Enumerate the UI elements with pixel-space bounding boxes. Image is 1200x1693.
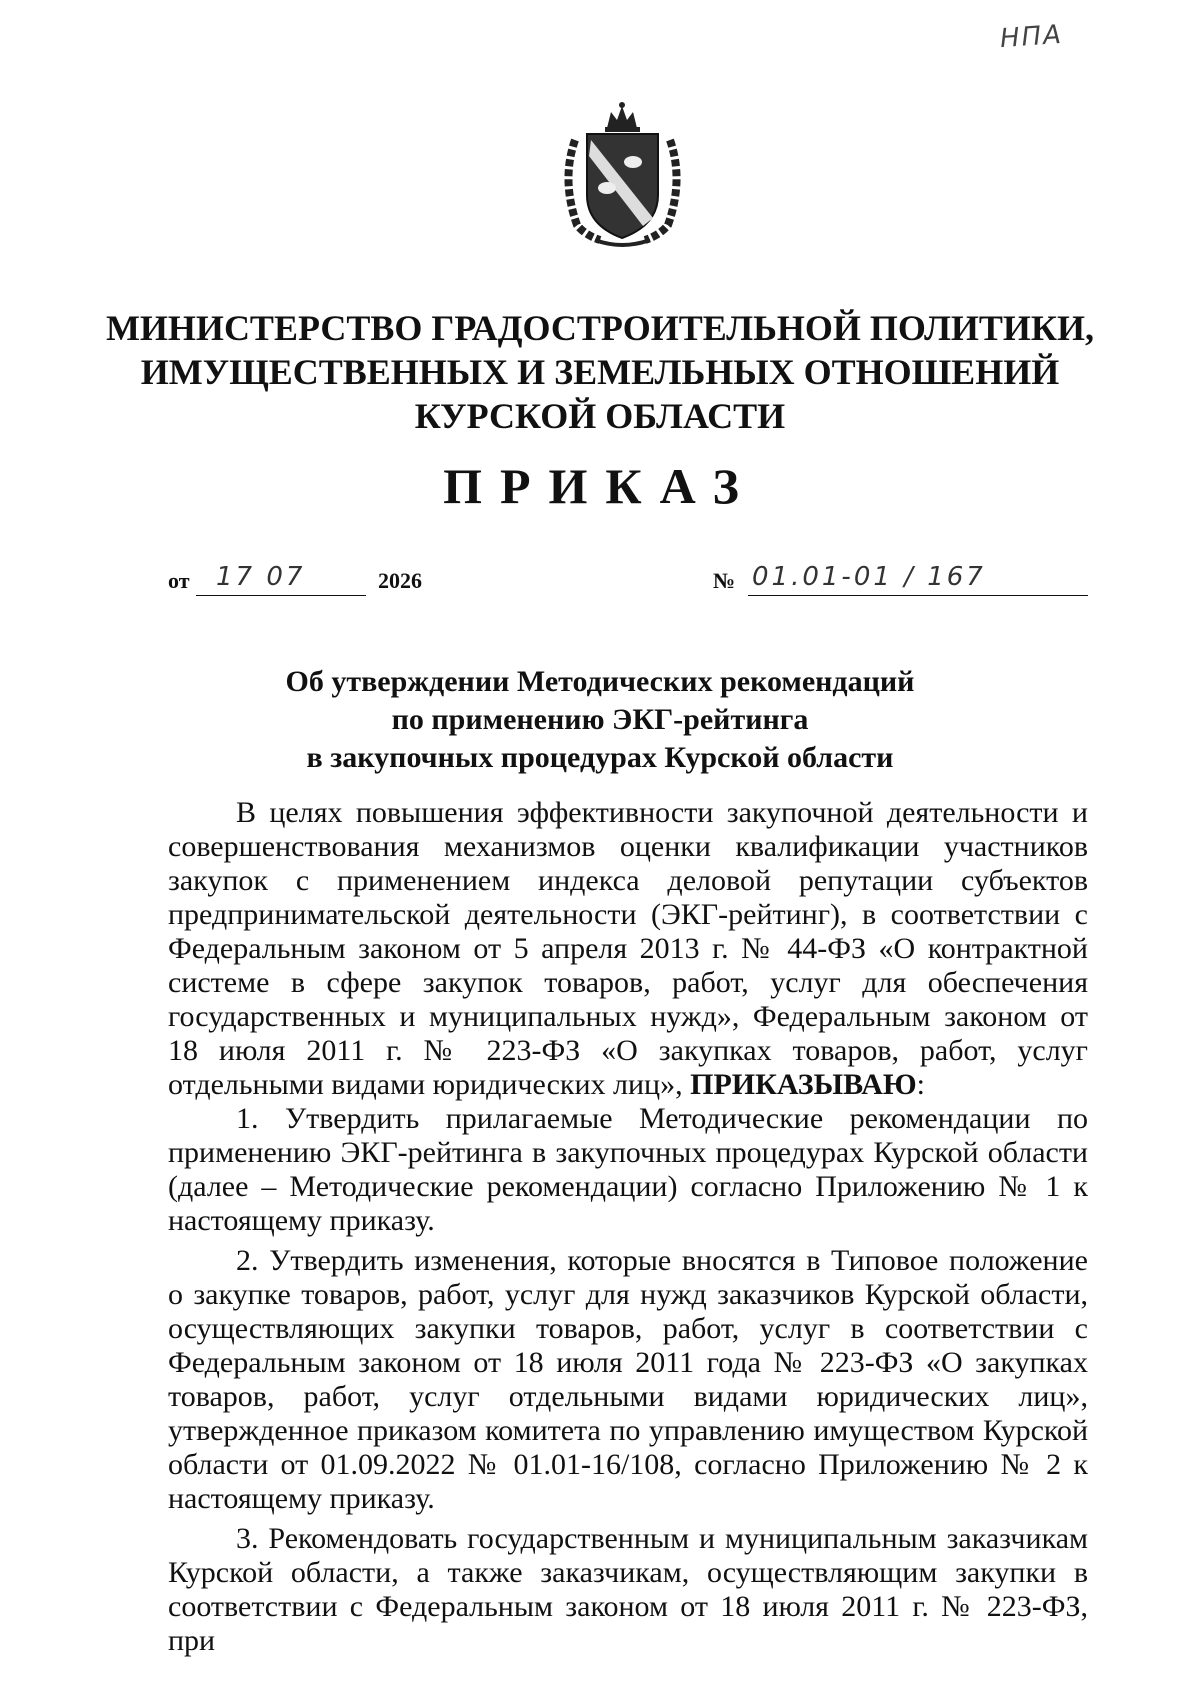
- date-from-label: от: [168, 568, 190, 593]
- ministry-line: КУРСКОЙ ОБЛАСТИ: [414, 396, 786, 436]
- coat-of-arms-icon: [555, 100, 690, 250]
- preamble-text: В целях повышения эффективности закупочной деятельности и совершенствования механизмов оценки квалификации участников закупок с применением индекса деловой репутации субъектов предпринимательской деятельности (ЭКГ-рейтинг), в соответствии с Федеральным законом от 5 апреля 2013 г. № 44-ФЗ «О контрактной системе в сфере закупок товаров, работ, услуг для обеспечения государственных и муниципальных нужд», Федеральным законом от 18 июля 2011 г. № 223-ФЗ «О закупках товаров, работ, услуг отдельными видами юридических лиц»,: [168, 796, 1088, 1101]
- order-item-2: 2. Утвердить изменения, которые вносятся в Типовое положение о закупке товаров, работ, услуг для нужд заказчиков Курской области, осуществляющих закупки товаров, работ, услуг в соответствии с Федеральным законом от 18 июля 2011 года № 223-ФЗ «О закупках товаров, работ, услуг отдельными видами юридических лиц», утвержденное приказом комитета по управлению имуществом Курской области от 01.09.2022 № 01.01-16/108, согласно Приложению № 2 к настоящему приказу.: [168, 1244, 1088, 1515]
- order-item-3: 3. Рекомендовать государственным и муниципальным заказчикам Курской области, а также заказчикам, осуществляющим закупки в соответствии с Федеральным законом от 18 июля 2011 г. № 223-ФЗ, при: [168, 1522, 1088, 1657]
- order-colon: :: [916, 1068, 925, 1101]
- ministry-name: [0, 306, 1200, 438]
- handwritten-date: 17 07: [216, 562, 306, 592]
- subject-line: в закупочных процедурах Курской области: [306, 741, 894, 774]
- handwritten-note: НПА: [999, 19, 1064, 55]
- preamble-paragraph: [168, 796, 1088, 1102]
- number-label: №: [713, 568, 736, 593]
- order-item-1: 1. Утвердить прилагаемые Методические рекомендации по применению ЭКГ-рейтинга в закупочных процедурах Курской области (далее – Методические рекомендации) согласно Приложению № 1 к настоящему приказу.: [168, 1102, 1088, 1237]
- order-body: [168, 796, 1088, 1658]
- document-type-title: ПРИКАЗ: [443, 458, 757, 514]
- handwritten-number: 01.01-01 / 167: [752, 562, 986, 592]
- subject-line: Об утверждении Методических рекомендаций: [285, 665, 915, 698]
- order-word: ПРИКАЗЫВАЮ: [690, 1068, 917, 1101]
- ministry-line: МИНИСТЕРСТВО ГРАДОСТРОИТЕЛЬНОЙ ПОЛИТИКИ,: [105, 308, 1095, 348]
- order-subject: [0, 663, 1200, 777]
- date-number-row: [168, 560, 1088, 600]
- ministry-line: ИМУЩЕСТВЕННЫХ И ЗЕМЕЛЬНЫХ ОТНОШЕНИЙ: [140, 352, 1060, 392]
- year-label: 2026: [378, 568, 422, 593]
- subject-line: по применению ЭКГ-рейтинга: [391, 703, 809, 736]
